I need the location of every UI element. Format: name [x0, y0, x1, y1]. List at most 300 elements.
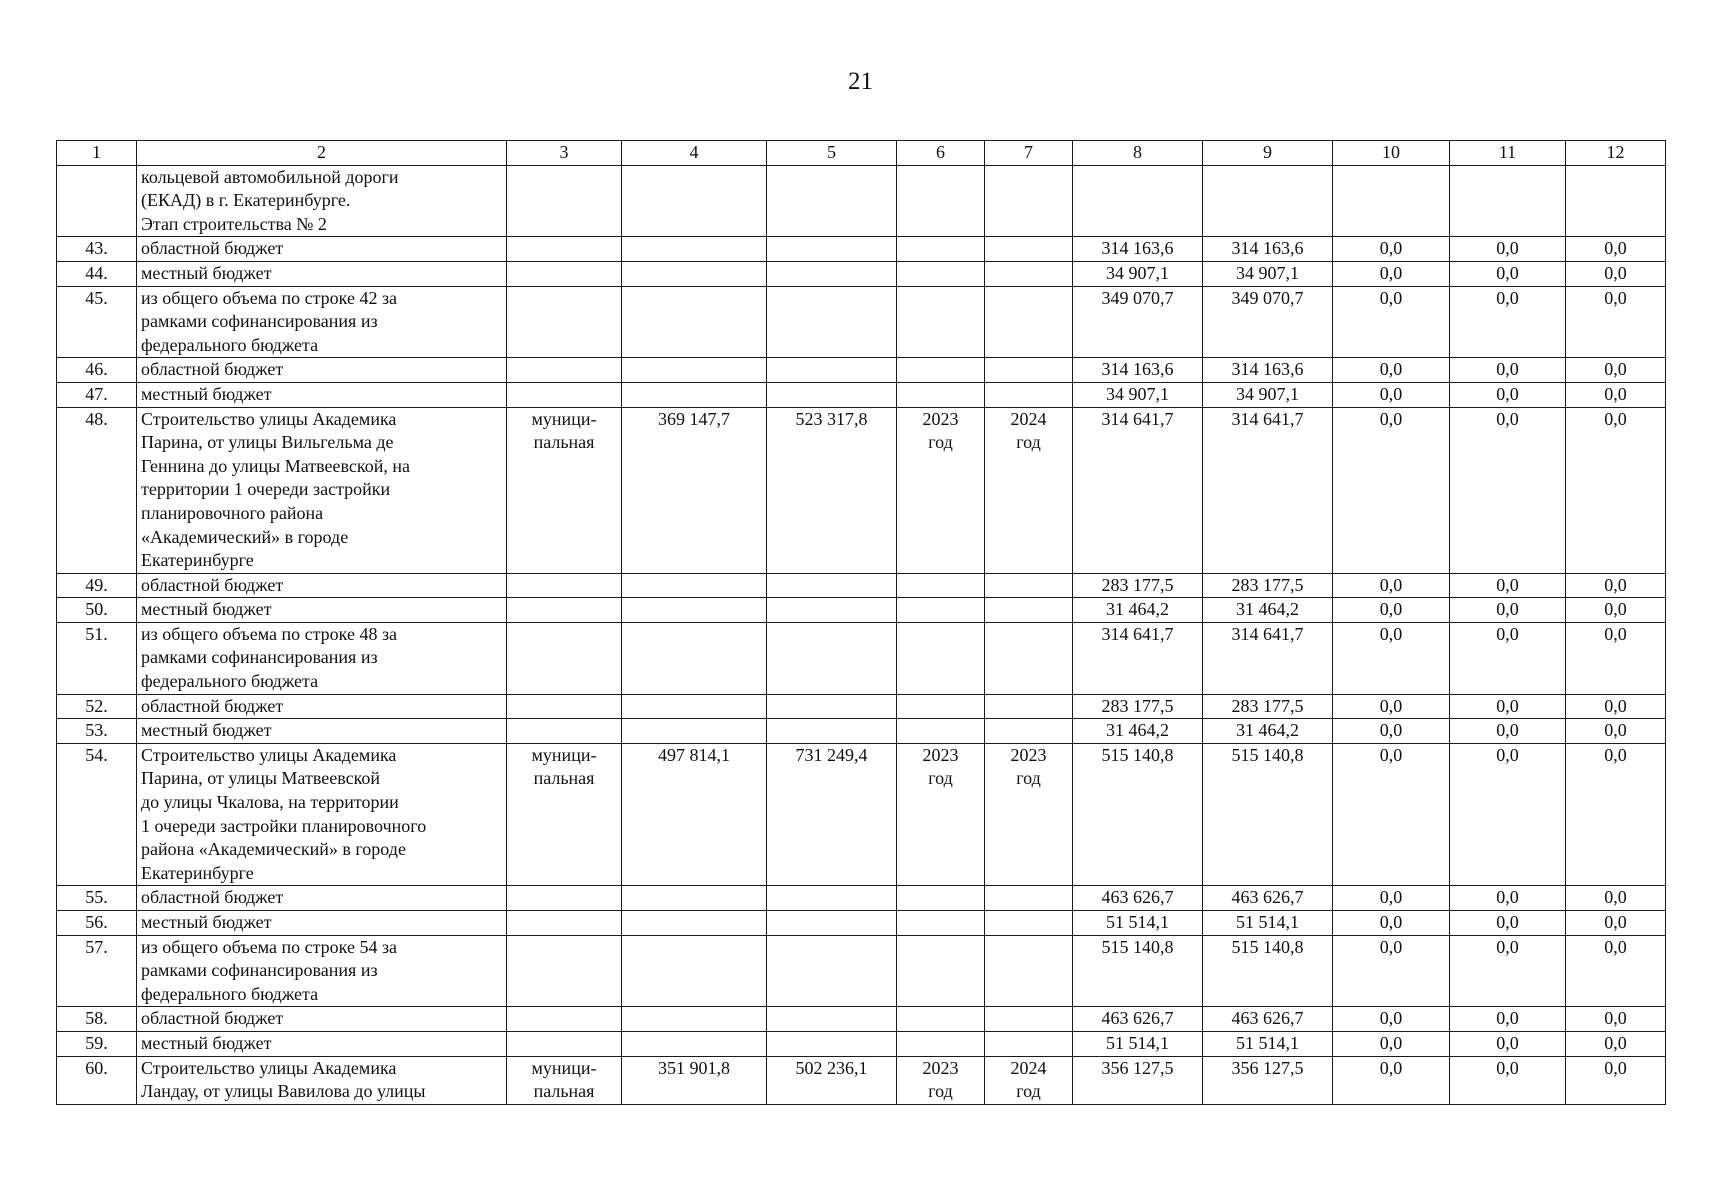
cell-col-12: 0,0: [1566, 286, 1666, 358]
row-number: 51.: [57, 622, 137, 694]
cell-col-4: [622, 1031, 767, 1056]
row-name-line: Этап строительства № 2: [141, 213, 327, 234]
header-cell: 3: [507, 141, 622, 166]
row-type: [507, 261, 622, 286]
cell-col-5: [767, 286, 897, 358]
table-row: [57, 407, 1666, 573]
cell-col-9: 34 907,1: [1203, 382, 1333, 407]
cell-year-start: [897, 286, 985, 358]
row-type: [507, 1056, 622, 1104]
table-row: [57, 622, 1666, 694]
cell-col-9: 356 127,5: [1203, 1056, 1333, 1104]
cell-col-12: 0,0: [1566, 237, 1666, 262]
cell-year-start-line: 2023: [922, 408, 959, 429]
row-name-line: местный бюджет: [141, 599, 272, 620]
row-number: 46.: [57, 358, 137, 383]
cell-col-8: 463 626,7: [1073, 1007, 1203, 1032]
row-name: [137, 911, 507, 936]
row-number: 45.: [57, 286, 137, 358]
cell-col-5: [767, 261, 897, 286]
cell-col-8: 34 907,1: [1073, 261, 1203, 286]
cell-col-8: 31 464,2: [1073, 598, 1203, 623]
cell-year-start: [897, 261, 985, 286]
table-row: [57, 935, 1666, 1007]
cell-year-end: [985, 382, 1073, 407]
cell-col-9: 51 514,1: [1203, 911, 1333, 936]
table-row: [57, 261, 1666, 286]
cell-year-start: [897, 1007, 985, 1032]
cell-col-11: 0,0: [1450, 407, 1566, 573]
cell-col-12: 0,0: [1566, 573, 1666, 598]
cell-col-10: 0,0: [1333, 694, 1450, 719]
row-type: [507, 165, 622, 237]
cell-year-start: [897, 237, 985, 262]
cell-year-end: [985, 286, 1073, 358]
cell-col-8: 283 177,5: [1073, 694, 1203, 719]
cell-col-10: 0,0: [1333, 237, 1450, 262]
cell-col-9: [1203, 165, 1333, 237]
header-cell: 12: [1566, 141, 1666, 166]
cell-col-11: 0,0: [1450, 622, 1566, 694]
cell-col-4: [622, 358, 767, 383]
row-type: [507, 719, 622, 744]
cell-col-11: 0,0: [1450, 358, 1566, 383]
cell-col-4: [622, 694, 767, 719]
cell-col-10: 0,0: [1333, 286, 1450, 358]
header-cell: 6: [897, 141, 985, 166]
cell-col-10: 0,0: [1333, 358, 1450, 383]
row-type-line: пальная: [533, 432, 595, 453]
row-number: 58.: [57, 1007, 137, 1032]
cell-year-end-line: год: [1016, 768, 1041, 789]
cell-col-12: 0,0: [1566, 719, 1666, 744]
cell-year-end-line: год: [1016, 432, 1041, 453]
cell-col-4: [622, 598, 767, 623]
row-type: [507, 694, 622, 719]
cell-year-start: [897, 719, 985, 744]
row-name: [137, 935, 507, 1007]
cell-col-4: [622, 719, 767, 744]
cell-col-5: 523 317,8: [767, 407, 897, 573]
cell-col-8: 356 127,5: [1073, 1056, 1203, 1104]
row-name-line: Строительство улицы Академика: [141, 1057, 397, 1078]
table-row: [57, 1056, 1666, 1104]
row-name: [137, 743, 507, 886]
row-name-line: местный бюджет: [141, 912, 272, 932]
cell-col-10: 0,0: [1333, 261, 1450, 286]
row-type: [507, 358, 622, 383]
cell-col-5: [767, 573, 897, 598]
cell-col-9: 283 177,5: [1203, 694, 1333, 719]
row-name-line: 1 очереди застройки планировочного: [141, 815, 427, 836]
cell-col-11: 0,0: [1450, 1007, 1566, 1032]
cell-year-start: [897, 598, 985, 623]
row-name-line: областной бюджет: [141, 574, 284, 595]
table-row: [57, 358, 1666, 383]
row-type: [507, 1031, 622, 1056]
row-name: [137, 261, 507, 286]
cell-col-4: [622, 165, 767, 237]
cell-year-end: [985, 598, 1073, 623]
cell-year-start: [897, 1031, 985, 1056]
cell-year-start-line: год: [928, 1081, 953, 1102]
cell-col-9: 349 070,7: [1203, 286, 1333, 358]
cell-col-5: [767, 694, 897, 719]
cell-year-start-line: год: [928, 768, 953, 789]
cell-col-8: 463 626,7: [1073, 886, 1203, 911]
row-name-line: федерального бюджета: [141, 671, 319, 692]
row-type-line: муници-: [531, 1057, 597, 1078]
cell-col-10: 0,0: [1333, 935, 1450, 1007]
cell-col-5: [767, 1007, 897, 1032]
row-name-line: Геннина до улицы Матвеевской, на: [141, 455, 410, 476]
cell-col-12: 0,0: [1566, 261, 1666, 286]
table-row: [57, 743, 1666, 886]
row-type: [507, 622, 622, 694]
row-number: 53.: [57, 719, 137, 744]
cell-col-11: 0,0: [1450, 237, 1566, 262]
row-name: [137, 1056, 507, 1104]
row-name-line: Ландау, от улицы Вавилова до улицы: [141, 1081, 426, 1102]
row-type-line: пальная: [533, 768, 595, 789]
row-name-line: кольцевой автомобильной дороги: [141, 166, 399, 187]
cell-year-end: [985, 165, 1073, 237]
row-name-line: территории 1 очереди застройки: [141, 479, 391, 500]
cell-col-10: 0,0: [1333, 622, 1450, 694]
cell-col-10: [1333, 165, 1450, 237]
cell-col-5: [767, 886, 897, 911]
cell-col-12: 0,0: [1566, 911, 1666, 936]
cell-col-9: 314 163,6: [1203, 237, 1333, 262]
cell-col-8: 31 464,2: [1073, 719, 1203, 744]
cell-col-11: [1450, 165, 1566, 237]
cell-col-8: 51 514,1: [1073, 1031, 1203, 1056]
cell-col-12: 0,0: [1566, 935, 1666, 1007]
row-name: [137, 237, 507, 262]
cell-col-10: 0,0: [1333, 1056, 1450, 1104]
row-name-line: местный бюджет: [141, 383, 272, 404]
row-name-line: областной бюджет: [141, 887, 284, 908]
table-row: [57, 237, 1666, 262]
cell-year-start: [897, 622, 985, 694]
cell-col-9: 51 514,1: [1203, 1031, 1333, 1056]
row-type-line: пальная: [533, 1081, 595, 1102]
cell-col-12: 0,0: [1566, 1031, 1666, 1056]
row-name: [137, 1031, 507, 1056]
row-name-line: из общего объема по строке 54 за: [141, 936, 398, 957]
cell-year-end: [985, 694, 1073, 719]
header-cell: 4: [622, 141, 767, 166]
row-type: [507, 743, 622, 886]
row-name: [137, 573, 507, 598]
cell-col-5: 502 236,1: [767, 1056, 897, 1104]
cell-col-9: 283 177,5: [1203, 573, 1333, 598]
cell-year-end: [985, 358, 1073, 383]
cell-col-4: 369 147,7: [622, 407, 767, 573]
cell-year-end-line: 2024: [1010, 408, 1047, 429]
budget-table: [56, 140, 1666, 1105]
cell-col-4: [622, 935, 767, 1007]
cell-col-8: 314 641,7: [1073, 407, 1203, 573]
cell-col-10: 0,0: [1333, 573, 1450, 598]
cell-year-end: [985, 407, 1073, 573]
cell-col-5: [767, 598, 897, 623]
row-name: [137, 358, 507, 383]
cell-col-5: [767, 911, 897, 936]
cell-year-end: [985, 261, 1073, 286]
row-name-line: областной бюджет: [141, 695, 284, 716]
cell-col-8: [1073, 165, 1203, 237]
cell-year-start: [897, 358, 985, 383]
row-number: 48.: [57, 407, 137, 573]
header-cell: 1: [57, 141, 137, 166]
cell-col-4: [622, 1007, 767, 1032]
cell-col-9: 314 641,7: [1203, 407, 1333, 573]
cell-col-8: 34 907,1: [1073, 382, 1203, 407]
cell-col-12: 0,0: [1566, 598, 1666, 623]
cell-year-end: [985, 886, 1073, 911]
cell-year-start-line: 2023: [922, 1057, 959, 1078]
cell-year-start: [897, 1056, 985, 1104]
cell-year-end: [985, 573, 1073, 598]
row-type-line: муници-: [531, 744, 597, 765]
cell-col-11: 0,0: [1450, 911, 1566, 936]
cell-col-11: 0,0: [1450, 286, 1566, 358]
cell-col-11: 0,0: [1450, 886, 1566, 911]
cell-col-5: 731 249,4: [767, 743, 897, 886]
header-cell: 11: [1450, 141, 1566, 166]
table-row: [57, 911, 1666, 936]
row-name-line: федерального бюджета: [141, 334, 319, 355]
cell-col-10: 0,0: [1333, 382, 1450, 407]
cell-col-12: 0,0: [1566, 743, 1666, 886]
cell-col-10: 0,0: [1333, 1007, 1450, 1032]
row-name: [137, 719, 507, 744]
row-name-line: Парина, от улицы Матвеевской: [141, 768, 381, 789]
table-row: [57, 719, 1666, 744]
row-name-line: Екатеринбурге: [141, 550, 254, 571]
row-name: [137, 694, 507, 719]
cell-col-12: 0,0: [1566, 694, 1666, 719]
row-type: [507, 573, 622, 598]
cell-col-8: 314 163,6: [1073, 237, 1203, 262]
row-name: [137, 622, 507, 694]
row-name-line: планировочного района: [141, 502, 324, 523]
cell-col-12: [1566, 165, 1666, 237]
row-number: 49.: [57, 573, 137, 598]
row-number: 57.: [57, 935, 137, 1007]
cell-col-10: 0,0: [1333, 911, 1450, 936]
cell-col-12: 0,0: [1566, 1007, 1666, 1032]
table-row: [57, 886, 1666, 911]
cell-col-4: [622, 382, 767, 407]
cell-year-start: [897, 935, 985, 1007]
cell-col-12: 0,0: [1566, 407, 1666, 573]
header-cell: 9: [1203, 141, 1333, 166]
row-name-line: Строительство улицы Академика: [141, 408, 397, 429]
table-row: [57, 1007, 1666, 1032]
row-name-line: рамками софинансирования из: [141, 311, 378, 332]
cell-year-start: [897, 886, 985, 911]
header-cell: 2: [137, 141, 507, 166]
table-row: [57, 694, 1666, 719]
cell-col-10: 0,0: [1333, 407, 1450, 573]
row-number: 56.: [57, 911, 137, 936]
row-name-line: местный бюджет: [141, 1032, 272, 1053]
cell-col-12: 0,0: [1566, 1056, 1666, 1104]
cell-col-11: 0,0: [1450, 935, 1566, 1007]
row-name-line: «Академический» в городе: [141, 526, 349, 547]
cell-col-12: 0,0: [1566, 382, 1666, 407]
row-name-line: Екатеринбурге: [141, 862, 254, 883]
cell-col-4: [622, 573, 767, 598]
cell-year-end: [985, 622, 1073, 694]
cell-col-8: 314 163,6: [1073, 358, 1203, 383]
cell-year-end: [985, 911, 1073, 936]
row-name-line: из общего объема по строке 48 за: [141, 623, 398, 644]
cell-year-start: [897, 165, 985, 237]
cell-col-9: 314 641,7: [1203, 622, 1333, 694]
cell-col-9: 515 140,8: [1203, 743, 1333, 886]
header-cell: 7: [985, 141, 1073, 166]
cell-year-end: [985, 1007, 1073, 1032]
row-type: [507, 237, 622, 262]
row-type: [507, 911, 622, 936]
cell-col-8: 349 070,7: [1073, 286, 1203, 358]
cell-year-start: [897, 573, 985, 598]
cell-col-9: 515 140,8: [1203, 935, 1333, 1007]
cell-col-5: [767, 237, 897, 262]
header-cell: 8: [1073, 141, 1203, 166]
cell-col-11: 0,0: [1450, 1056, 1566, 1104]
cell-year-start: [897, 407, 985, 573]
row-type: [507, 382, 622, 407]
row-type: [507, 886, 622, 911]
row-name-line: федерального бюджета: [141, 983, 319, 1004]
row-name: [137, 286, 507, 358]
cell-col-10: 0,0: [1333, 886, 1450, 911]
header-cell: 10: [1333, 141, 1450, 166]
cell-col-8: 515 140,8: [1073, 935, 1203, 1007]
row-name-line: (ЕКАД) в г. Екатеринбурге.: [141, 190, 351, 211]
cell-col-5: [767, 358, 897, 383]
cell-col-9: 31 464,2: [1203, 719, 1333, 744]
header-cell: 5: [767, 141, 897, 166]
cell-year-end: [985, 1056, 1073, 1104]
row-number: 54.: [57, 743, 137, 886]
table-row: [57, 286, 1666, 358]
cell-col-9: 463 626,7: [1203, 1007, 1333, 1032]
row-number: 55.: [57, 886, 137, 911]
cell-col-8: 51 514,1: [1073, 911, 1203, 936]
cell-year-end-line: год: [1016, 1081, 1041, 1102]
cell-year-end: [985, 743, 1073, 886]
cell-col-5: [767, 1031, 897, 1056]
cell-col-10: 0,0: [1333, 598, 1450, 623]
row-number: 60.: [57, 1056, 137, 1104]
cell-col-5: [767, 382, 897, 407]
table-row: [57, 573, 1666, 598]
row-type: [507, 598, 622, 623]
cell-year-end: [985, 719, 1073, 744]
cell-year-start: [897, 911, 985, 936]
row-name-line: района «Академический» в городе: [141, 839, 406, 860]
cell-col-11: 0,0: [1450, 598, 1566, 623]
header-row: [57, 141, 1666, 166]
row-type: [507, 1007, 622, 1032]
row-name-line: областной бюджет: [141, 238, 284, 259]
cell-col-4: [622, 261, 767, 286]
table-row: [57, 1031, 1666, 1056]
cell-col-11: 0,0: [1450, 261, 1566, 286]
cell-year-start: [897, 743, 985, 886]
row-name-line: областной бюджет: [141, 1008, 284, 1029]
cell-col-4: [622, 886, 767, 911]
cell-col-5: [767, 935, 897, 1007]
row-name: [137, 382, 507, 407]
cell-col-5: [767, 719, 897, 744]
row-type: [507, 407, 622, 573]
row-name-line: рамками софинансирования из: [141, 960, 378, 981]
cell-year-end: [985, 1031, 1073, 1056]
cell-col-11: 0,0: [1450, 382, 1566, 407]
cell-col-10: 0,0: [1333, 719, 1450, 744]
cell-year-start: [897, 382, 985, 407]
cell-year-end: [985, 935, 1073, 1007]
row-name: [137, 886, 507, 911]
cell-col-4: [622, 911, 767, 936]
row-name-line: местный бюджет: [141, 262, 272, 283]
cell-col-11: 0,0: [1450, 719, 1566, 744]
cell-col-11: 0,0: [1450, 694, 1566, 719]
cell-col-11: 0,0: [1450, 1031, 1566, 1056]
row-name: [137, 598, 507, 623]
row-type: [507, 935, 622, 1007]
row-number: 59.: [57, 1031, 137, 1056]
cell-year-start-line: 2023: [922, 744, 959, 765]
table-row: [57, 598, 1666, 623]
row-name-line: до улицы Чкалова, на территории: [141, 792, 399, 813]
cell-year-start: [897, 694, 985, 719]
row-number: 52.: [57, 694, 137, 719]
cell-col-4: 351 901,8: [622, 1056, 767, 1104]
row-name: [137, 407, 507, 573]
cell-year-end-line: 2024: [1010, 1057, 1047, 1078]
cell-year-start-line: год: [928, 432, 953, 453]
row-name-line: Парина, от улицы Вильгельма де: [141, 432, 394, 453]
row-name: [137, 165, 507, 237]
row-name-line: областной бюджет: [141, 359, 284, 380]
cell-col-11: 0,0: [1450, 573, 1566, 598]
cell-col-9: 463 626,7: [1203, 886, 1333, 911]
row-number: [57, 165, 137, 237]
row-number: 50.: [57, 598, 137, 623]
cell-col-5: [767, 622, 897, 694]
cell-col-12: 0,0: [1566, 886, 1666, 911]
table-row: [57, 165, 1666, 237]
row-name-line: местный бюджет: [141, 720, 272, 741]
table-body: [57, 165, 1666, 1104]
cell-col-10: 0,0: [1333, 743, 1450, 886]
cell-col-9: 31 464,2: [1203, 598, 1333, 623]
row-number: 44.: [57, 261, 137, 286]
row-name-line: из общего объема по строке 42 за: [141, 287, 398, 308]
cell-col-4: [622, 622, 767, 694]
table-row: [57, 382, 1666, 407]
row-name-line: Строительство улицы Академика: [141, 744, 397, 765]
cell-col-9: 314 163,6: [1203, 358, 1333, 383]
cell-col-8: 515 140,8: [1073, 743, 1203, 886]
